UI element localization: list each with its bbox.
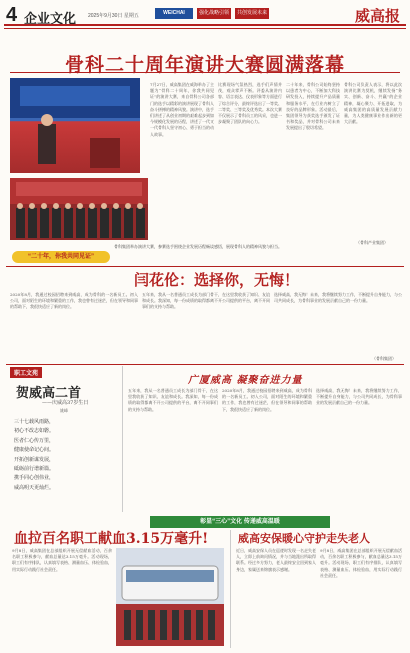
poem-line: 携手同心创伟业， [14, 475, 55, 482]
bus-photo [116, 548, 224, 646]
article1-column-4: 骨科公司负责人表示，将以此次演讲比赛为契机，继续发扬“务实、创新、奋斗、共赢”的企业精神，凝心聚力、开拓进取，为威高集团的高质量发展贡献力量，为人类健康事业作出新的更大贡献。 [344, 82, 402, 125]
article1-column-2: 比赛现场气氛热烈，选手们声情并茂，观众掌声不断。评委从演讲内容、语言表达、仪表形象等方面进行了综合评分，最终评选出了一等奖、二等奖、三等奖及优秀奖。本次大赛不仅展示了骨科员工的风采，也进一步凝聚了团队的向心力。 [218, 82, 282, 125]
section2-text-1: 2020年8月，我通过校园招聘来到威高，成为骨科的一名新员工。初入公司，面对陌生的环境和繁重的工作，我也曾有过迷茫，但在领导和同事的帮助下，我很快适应了新的岗位。 [10, 292, 138, 310]
bus-photo-graphic [116, 548, 224, 646]
middle-text-1: 五年来，我从一名普通员工成长为部门骨干，在这里我收获了知识、友谊和成长。我深知，每一份成绩的取得都离不开公司提供的平台，离不开同事们的支持与帮助。 [128, 388, 218, 412]
poem-line: 三十七载风雨路， [14, 419, 55, 425]
article4-title: 威高安保暖心守护走失老人 [238, 532, 370, 545]
poem-line: 威高明天更灿烂。 [14, 484, 55, 491]
middle-text-2: 2020年8月，我通过校园招聘来到威高，成为骨科的一名新员工。初入公司，面对陌生的环境和繁重的工作，我也曾有过迷茫，但在领导和同事的帮助下，我很快适应了新的岗位。 [222, 388, 312, 412]
section2-byline: （骨科集团） [372, 356, 396, 361]
header-rule-thin [4, 28, 406, 29]
article1-column-3: 二十年来，骨科公司始终坚持以患者为中心，不断加大科技研发投入，持续提升产品质量和服务水平，在行业内树立了良好的品牌形象。活动最后，集团领导为获奖选手颁发了证书和奖品，并对骨科公司未来发展提出了殷切希望。 [286, 82, 340, 131]
section2-text-2: 五年来，我从一名普通员工成长为部门骨干，在这里我收获了知识、友谊和成长。我深知，每一份成绩的取得都离不开公司提供的平台，离不开同事们的支持与帮助。 [142, 292, 270, 310]
poem-line: 健康使命记心间。 [14, 447, 55, 454]
column-separator-2 [230, 530, 231, 648]
speaker-photo-graphic [10, 78, 140, 173]
poem-line: 医者仁心传万里， [14, 437, 55, 444]
section2-title: 闫花伦：选择你，无悔！ [134, 271, 300, 289]
poem-line: 开拓创新谋发展， [14, 456, 55, 463]
poem-author: 姚峰 [60, 408, 68, 413]
poem-subtitle: ——庆威高37岁生日 [42, 400, 89, 406]
poem-line: 砥砺前行谱新篇。 [14, 466, 55, 473]
section-divider-2 [6, 364, 404, 365]
article1-byline: （骨科产业集团） [356, 240, 388, 245]
column-separator [122, 366, 123, 512]
main-headline: 骨科二十周年演讲大赛圆满落幕 [64, 54, 345, 76]
header-slogan-1: 强化战略引领 [197, 8, 231, 19]
article4-text-1: 近日，威高安保人员在巡逻时发现一名走失老人，立即上前询问情况，并与当地派出所取得联系。经过多方努力，老人最终安全回到家人身边，家属送来锦旗表示感谢。 [236, 548, 316, 572]
section-divider-1 [6, 266, 404, 267]
column-label: 职工文苑 [10, 367, 42, 378]
article3-title: 血拉百名职工献血3.15万毫升! [14, 531, 209, 547]
header-slogan-2: 共创发展未来 [235, 8, 269, 19]
calligraphy-slogan: 广厦威高 凝聚奋进力量 [188, 375, 303, 386]
photo-caption: 骨科集团举办演讲大赛，参赛选手围绕企业发展历程畅谈感悟，展现骨科人的精神风貌与担当。 [114, 244, 282, 249]
poem-line: 初心不改志如磐。 [14, 428, 55, 435]
speaker-photo [10, 78, 140, 173]
company-logo: WEICHAI [155, 8, 193, 19]
article4-text-2: 9月8日，威高集团在总部组织开展无偿献血活动，百余名职工积极参与，献血总量达3.15万毫升。活动现场，职工们有序排队，认真填写表格、测量血压、体检验血，用实际行动践行社会责任。 [320, 548, 402, 578]
culture-banner: 彰显“三心”文化 传递威高温暖 [150, 516, 330, 528]
middle-text-3: 选择威高，我无悔！未来，我将继续努力工作，不断提升自身能力，与公司共同成长，为骨科事业的发展贡献自己的一份力量。 [316, 388, 402, 406]
section2-text-3: 选择威高，我无悔！未来，我将继续努力工作，不断提升自身能力，与公司共同成长，为骨科事业的发展贡献自己的一份力量。 [274, 292, 402, 304]
page-number: 4 [6, 4, 18, 26]
section-title: 企业文化 [24, 11, 77, 26]
theme-banner: “二十年，你我共同见证” [12, 251, 110, 263]
poem-title: 贺威高二首 [16, 386, 82, 401]
issue-date: 2025年9月30日 星期五 [88, 13, 139, 19]
headline-rule [10, 72, 400, 73]
newspaper-brand: 威高报 [354, 7, 400, 25]
page-header [0, 0, 410, 42]
poem-body [14, 418, 114, 493]
article1-column-1: 7月27日，威高集团在威海举办了主题为“骨科二十周年，你我共同见证”的演讲大赛，来自骨科公司各部门的选手以精彩的演讲展现了骨科人奋斗拼搏的精神风貌。演讲中，选手们讲述了从创业初期的艰难起步到如今规模化发展的历程，讲述了一代又一代骨科人坚守初心、勇于担当的动人故事。 [150, 82, 214, 137]
article3-text: 9月8日，威高集团在总部组织开展无偿献血活动，百余名职工积极参与，献血总量达3.15万毫升。活动现场，职工们有序排队，认真填写表格、测量血压、体检验血，用实际行动践行社会责任。 [12, 548, 112, 572]
header-rule [4, 24, 406, 26]
group-photo [10, 178, 148, 240]
group-photo-graphic [10, 178, 148, 240]
